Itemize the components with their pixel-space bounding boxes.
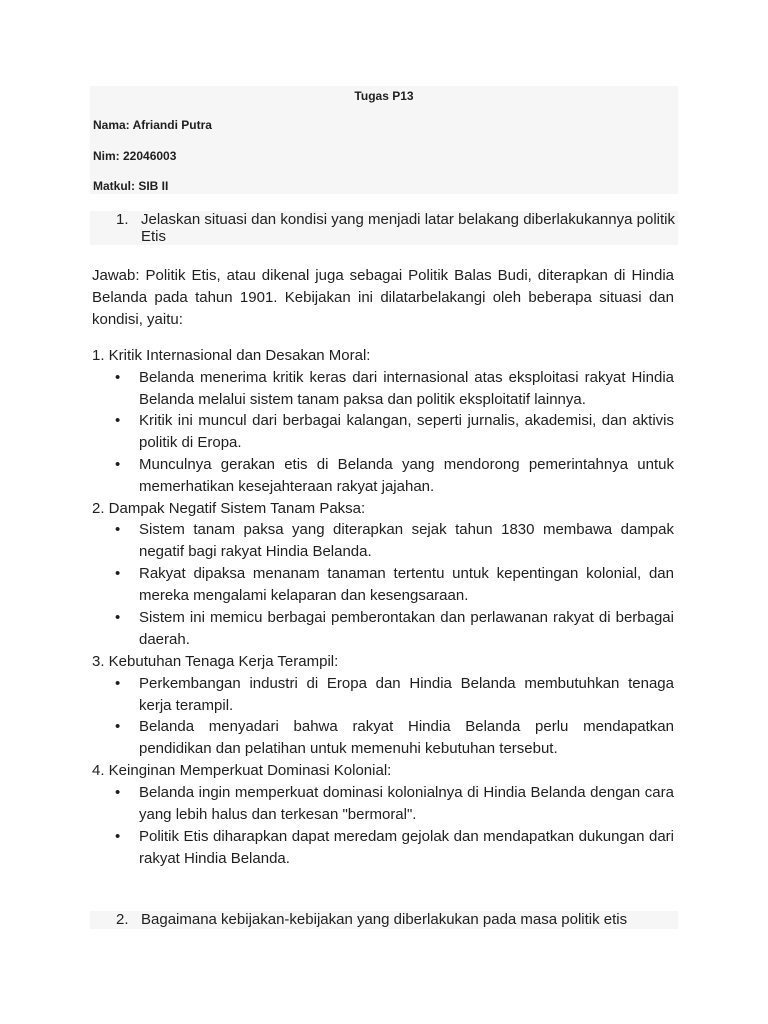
bullet-text: Belanda menerima kritik keras dari internasional atas eksploitasi rakyat Hindia Belanda melalui sistem tanam paksa dan politik eksploitatif lainnya.: [139, 369, 674, 408]
document-title: Tugas P13: [354, 89, 414, 103]
section-heading: 3. Kebutuhan Tenaga Kerja Terampil:: [92, 653, 339, 670]
question-1-number: 1.: [116, 211, 129, 228]
section-heading: 1. Kritik Internasional dan Desakan Moral:: [92, 347, 371, 364]
student-nim: Nim: 22046003: [93, 149, 177, 163]
bullet-marker: •: [115, 369, 121, 386]
section-heading: 2. Dampak Negatif Sistem Tanam Paksa:: [92, 500, 366, 517]
bullet-text: Rakyat dipaksa menanam tanaman tertentu untuk kepentingan kolonial, dan mereka mengalami kelaparan dan kesengsaraan.: [139, 565, 674, 604]
student-name: Nama: Afriandi Putra: [93, 118, 212, 132]
question-2-number: 2.: [116, 911, 129, 928]
bullet-marker: •: [115, 412, 121, 429]
bullet-text: Sistem tanam paksa yang diterapkan sejak tahun 1830 membawa dampak negatif bagi rakyat Hindia Belanda.: [139, 521, 674, 560]
bullet-marker: •: [115, 718, 121, 735]
question-1-text: Jelaskan situasi dan kondisi yang menjadi latar belakang diberlakukannya politik Etis: [141, 211, 675, 245]
bullet-text: Kritik ini muncul dari berbagai kalangan, seperti jurnalis, akademisi, dan aktivis politik di Eropa.: [139, 412, 674, 451]
question-1: [90, 211, 678, 245]
bullet-text: Munculnya gerakan etis di Belanda yang mendorong pemerintahnya untuk memerhatikan kesejahteraan rakyat jajahan.: [139, 456, 674, 495]
answer-intro: Jawab: Politik Etis, atau dikenal juga sebagai Politik Balas Budi, diterapkan di Hindia Belanda pada tahun 1901. Kebijakan ini dilatarbelakangi oleh beberapa situasi dan kondisi, yaitu:: [92, 267, 674, 328]
bullet-marker: •: [115, 456, 121, 473]
bullet-text: Politik Etis diharapkan dapat meredam gejolak dan mendapatkan dukungan dari rakyat Hindia Belanda.: [139, 828, 674, 867]
question-2-text: Bagaimana kebijakan-kebijakan yang diberlakukan pada masa politik etis: [141, 911, 628, 928]
bullet-marker: •: [115, 521, 121, 538]
bullet-marker: •: [115, 675, 121, 692]
bullet-marker: •: [115, 784, 121, 801]
bullet-marker: •: [115, 609, 121, 626]
bullet-text: Perkembangan industri di Eropa dan Hindia Belanda membutuhkan tenaga kerja terampil.: [139, 675, 674, 714]
bullet-marker: •: [115, 828, 121, 845]
question-2: [90, 911, 678, 929]
bullet-text: Sistem ini memicu berbagai pemberontakan dan perlawanan rakyat di berbagai daerah.: [139, 609, 674, 648]
bullet-text: Belanda menyadari bahwa rakyat Hindia Belanda perlu mendapatkan pendidikan dan pelatihan untuk memenuhi kebutuhan tersebut.: [139, 718, 674, 757]
bullet-marker: •: [115, 565, 121, 582]
course-name: Matkul: SIB II: [93, 179, 169, 193]
section-heading: 4. Keinginan Memperkuat Dominasi Kolonial:: [92, 762, 392, 779]
bullet-text: Belanda ingin memperkuat dominasi kolonialnya di Hindia Belanda dengan cara yang lebih halus dan terkesan "bermoral".: [139, 784, 674, 823]
document-header: [90, 86, 678, 194]
